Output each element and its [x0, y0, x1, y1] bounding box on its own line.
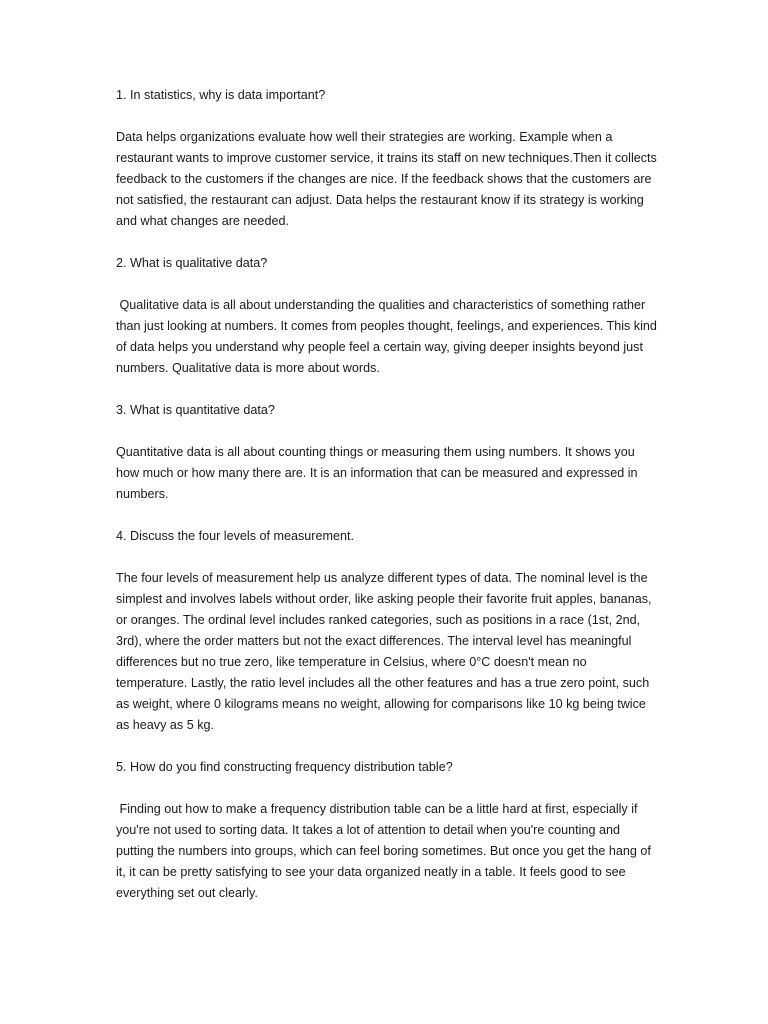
- question-5: 5. How do you find constructing frequency distribution table?: [116, 760, 453, 774]
- question-2: 2. What is qualitative data?: [116, 256, 268, 270]
- question-1: 1. In statistics, why is data important?: [116, 88, 326, 102]
- qa-section-3: [116, 400, 658, 505]
- question-3: 3. What is quantitative data?: [116, 403, 275, 417]
- qa-section-5: [116, 757, 658, 904]
- answer-4: The four levels of measurement help us analyze different types of data. The nominal level is the simplest and involves labels without order, like asking people their favorite fruit apples, bananas, or oranges. The ordinal level includes ranked categories, such as positions in a race (1st, 2nd, 3rd), where the order matters but not the exact differences. The interval level has meaningful differences but no true zero, like temperature in Celsius, where 0°C doesn't mean no temperature. Lastly, the ratio level includes all the other features and has a true zero point, such as weight, where 0 kilograms means no weight, allowing for comparisons like 10 kg being twice as heavy as 5 kg.: [116, 571, 656, 732]
- answer-5: Finding out how to make a frequency distribution table can be a little hard at first, especially if you're not used to sorting data. It takes a lot of attention to detail when you're counting and putting the numbers into groups, which can feel boring sometimes. But once you get the hang of it, it can be pretty satisfying to see your data organized neatly in a table. It feels good to see everything set out clearly.: [116, 802, 655, 900]
- qa-section-4: [116, 526, 658, 736]
- qa-section-2: [116, 253, 661, 379]
- answer-3: Quantitative data is all about counting things or measuring them using numbers. It shows you how much or how many there are. It is an information that can be measured and expressed in numbers.: [116, 445, 642, 501]
- document-page: [116, 85, 661, 925]
- answer-2: Qualitative data is all about understanding the qualities and characteristics of something rather than just looking at numbers. It comes from peoples thought, feelings, and experiences. This kind of data helps you understand why people feel a certain way, giving deeper insights beyond just numbers. Qualitative data is more about words.: [116, 298, 661, 375]
- qa-section-1: [116, 85, 661, 232]
- answer-1: Data helps organizations evaluate how well their strategies are working. Example when a restaurant wants to improve customer service, it trains its staff on new techniques.Then it collects feedback to the customers if the changes are nice. If the feedback shows that the customers are not satisfied, the restaurant can adjust. Data helps the restaurant know if its strategy is working and what changes are needed.: [116, 130, 661, 228]
- question-4: 4. Discuss the four levels of measurement.: [116, 529, 354, 543]
